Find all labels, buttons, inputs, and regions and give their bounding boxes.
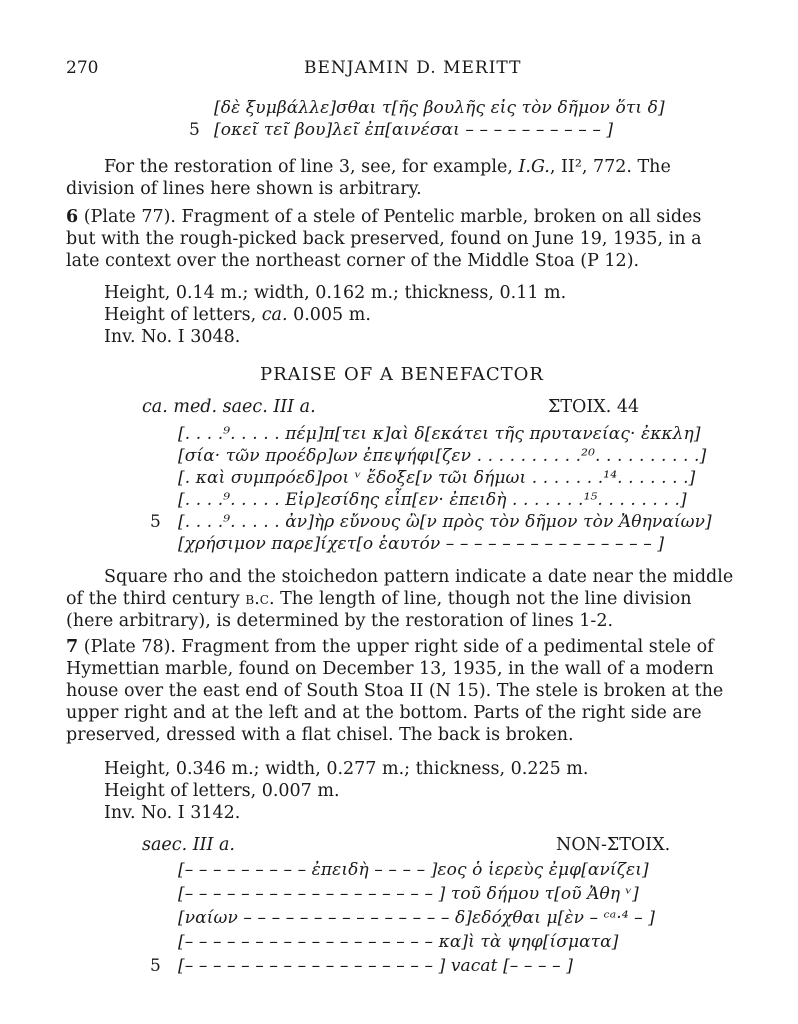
letter-height-value: 0.005 m. [287, 305, 371, 325]
para-text: The length of line, though not the line division (here arbitrary), is determined by the restoration of lines 1-2. [66, 589, 692, 631]
item-number: 6 [66, 207, 79, 227]
inscription-line: [. καὶ συμπρόεδ]ροι ᵛ ἔδοξε[ν τῶι δήμωι . . . . . . .¹⁴. . . . . . .] [178, 468, 696, 488]
inscription-line: [σία· τῶν προέδρ]ων ἐπεψήφι[ζεν . . . . . . . . . .²⁰. . . . . . . . . .] [178, 446, 707, 466]
inscription-line: [δὲ ξυμβάλλε]σθαι τ[ῆς βουλῆς εἰς τὸν δῆμον ὅτι δ] [214, 98, 665, 118]
running-title: BENJAMIN D. MERITT [304, 58, 522, 78]
stoichedon-label: NON-ΣΤΟΙΧ. [556, 835, 671, 855]
item-7-description [66, 636, 736, 746]
inventory-number: Inv. No. I 3048. [104, 327, 241, 347]
dimensions: Height, 0.346 m.; width, 0.277 m.; thickness, 0.225 m. [104, 759, 589, 779]
inscription-line: [. . . .⁹. . . . . πέμ]π[τει κ]αὶ δ[εκάτει τῆς πρυτανείας· ἐκκλη] [178, 424, 701, 444]
inscription-line: [. . . .⁹. . . . . Εἰρ]εσίδης εἶπ[εν· ἐπειδὴ . . . . . . .¹⁵. . . . . . . .] [178, 490, 687, 510]
letter-height: Height of letters, 0.007 m. [104, 781, 340, 801]
inscription-line: [χρήσιμον παρε]ίχετ[ο ἑαυτόν – – – – – – – – – – – – – – – ] [178, 534, 665, 554]
para-text: For the restoration of line 3, see, for example, [104, 157, 519, 177]
era: b.c. [245, 589, 275, 609]
dimensions: Height, 0.14 m.; width, 0.162 m.; thickness, 0.11 m. [104, 283, 567, 303]
paragraph-square-rho [66, 566, 736, 632]
circa: ca. [261, 305, 288, 325]
inscription-line: [οκεῖ τεῖ βου]λεῖ ἐπ[αινέσαι – – – – – – – – – – ] [214, 120, 614, 140]
para-text: , II², 772. The division of lines here shown is arbitrary. [66, 157, 671, 199]
inscription-date: saec. III a. [142, 835, 235, 855]
item-number: 7 [66, 637, 79, 657]
citation: I.G. [518, 157, 550, 177]
line-number: 5 [150, 512, 161, 532]
inscription-line: [. . . .⁹. . . . . ἀν]ὴρ εὔνους ὢ[ν πρὸς τὸν δῆμον τὸν Ἀθηναίων] [178, 512, 712, 532]
item-6-description [66, 206, 736, 272]
paragraph-restoration [66, 156, 736, 200]
page-number: 270 [66, 58, 99, 78]
line-number: 5 [189, 120, 200, 140]
line-number: 5 [150, 956, 161, 976]
para-text: Square rho and the stoichedon pattern indicate a date near the middle of the third century [66, 567, 734, 609]
inscription-line: [– – – – – – – – – – – – – – – – – – ] vacat [– – – – ] [178, 956, 573, 976]
item-text: (Plate 77). Fragment of a stele of Pentelic marble, broken on all sides but with the rough-picked back preserved, found on June 19, 1935, in a late context over the northeast corner of the Middle Stoa (P 12). [66, 207, 702, 271]
inscription-line: [– – – – – – – – – ἐπειδὴ – – – – ]εος ὁ ἱερεὺς ἐμφ[ανίζει] [178, 860, 649, 880]
item-text: (Plate 78). Fragment from the upper right side of a pedimental stele of Hymettian marble, found on December 13, 1935, in the wall of a modern house over the east end of South Stoa II (N 15). The stele is broken at the upper right and at the left and at the bottom. Parts of the right side are preserved, dressed with a flat chisel. The back is broken. [66, 637, 724, 745]
inscription-line: [– – – – – – – – – – – – – – – – – – κα]ὶ τὰ ψηφ[ίσματα] [178, 932, 619, 952]
inventory-number: Inv. No. I 3142. [104, 803, 241, 823]
letter-height [104, 304, 371, 326]
inscription-line: [ναίων – – – – – – – – – – – – – – – δ]εδόχθαι μ[ὲν – ᶜᵃ·⁴ – ] [178, 908, 655, 928]
section-title: PRAISE OF A BENEFACTOR [260, 364, 544, 385]
letter-height-label: Height of letters, [104, 305, 262, 325]
stoichedon-label: ΣΤΟΙΧ. 44 [548, 397, 640, 417]
inscription-line: [– – – – – – – – – – – – – – – – – – ] τοῦ δήμου τ[οῦ Ἀθη ᵛ] [178, 884, 639, 904]
inscription-date: ca. med. saec. III a. [142, 397, 316, 417]
